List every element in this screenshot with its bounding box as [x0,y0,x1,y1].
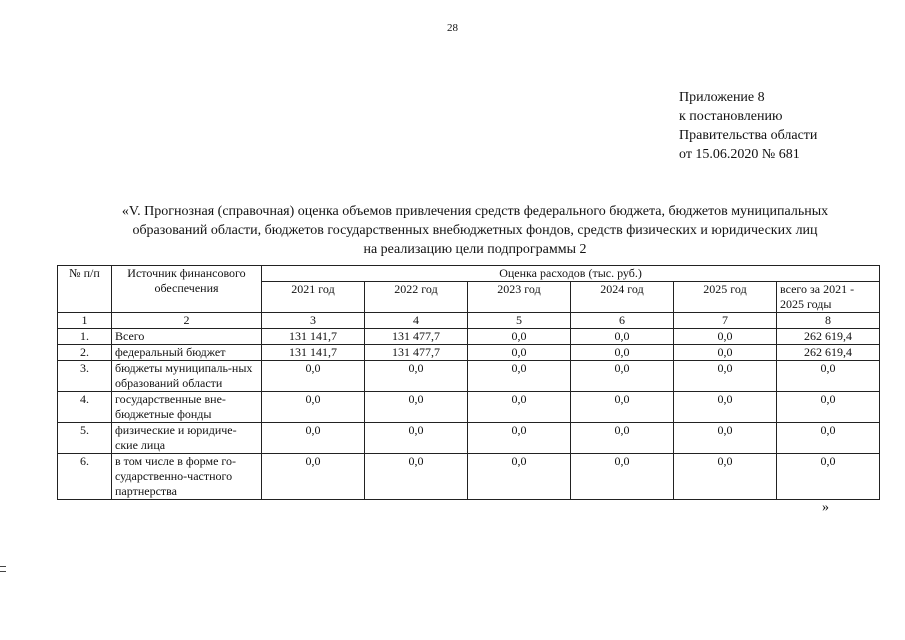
row-value: 0,0 [571,423,674,454]
row-num: 6. [58,454,112,500]
appendix-line: к постановлению [679,109,783,124]
header-year: 2021 год [262,282,365,313]
column-number: 6 [571,313,674,329]
row-value: 0,0 [262,392,365,423]
row-value: 0,0 [365,361,468,392]
scan-artifact [0,566,6,572]
appendix-line: от 15.06.2020 № 681 [679,147,800,162]
column-number: 3 [262,313,365,329]
row-source: в том числе в форме го-сударственно-частного партнерства [112,454,262,500]
section-heading [60,202,890,259]
row-value: 0,0 [468,423,571,454]
row-value: 0,0 [468,361,571,392]
table-row [58,392,880,423]
row-value: 0,0 [262,423,365,454]
row-value: 0,0 [571,392,674,423]
column-number-row [58,313,880,329]
header-year: 2022 год [365,282,468,313]
row-value: 0,0 [674,392,777,423]
heading-line: на реализацию цели подпрограммы 2 [363,242,587,257]
appendix-line: Приложение 8 [679,90,765,105]
heading-line: «V. Прогнозная (справочная) оценка объемов привлечения средств федерального бюджета, бюджетов муниципальных [121,204,829,219]
header-year: 2023 год [468,282,571,313]
table-row [58,345,880,361]
header-source: Источник финансового обеспечения [112,266,262,313]
appendix-line: Правительства области [679,128,818,143]
closing-quote: » [822,500,829,515]
row-value: 0,0 [468,329,571,345]
row-value: 0,0 [365,423,468,454]
row-value: 0,0 [571,361,674,392]
column-number: 5 [468,313,571,329]
row-source: физические и юридиче-ские лица [112,423,262,454]
column-number: 4 [365,313,468,329]
appendix-block [679,88,817,164]
row-source: государственные вне-бюджетные фонды [112,392,262,423]
row-value: 0,0 [674,345,777,361]
row-value: 0,0 [674,454,777,500]
row-value: 262 619,4 [777,345,880,361]
header-year: 2024 год [571,282,674,313]
row-source: бюджеты муниципаль-ных образований области [112,361,262,392]
row-value: 0,0 [777,454,880,500]
column-number: 7 [674,313,777,329]
row-value: 0,0 [674,329,777,345]
table-row [58,361,880,392]
row-num: 4. [58,392,112,423]
financing-table [57,265,880,500]
row-value: 0,0 [468,454,571,500]
row-value: 262 619,4 [777,329,880,345]
row-value: 131 141,7 [262,345,365,361]
row-value: 131 477,7 [365,329,468,345]
row-value: 0,0 [468,392,571,423]
row-value: 0,0 [777,392,880,423]
row-value: 131 477,7 [365,345,468,361]
row-value: 0,0 [571,329,674,345]
header-total: всего за 2021 - 2025 годы [777,282,880,313]
row-value: 0,0 [674,361,777,392]
row-num: 3. [58,361,112,392]
row-value: 0,0 [674,423,777,454]
row-num: 5. [58,423,112,454]
row-value: 0,0 [365,392,468,423]
table-row [58,329,880,345]
row-value: 0,0 [571,345,674,361]
column-number: 2 [112,313,262,329]
header-num: № п/п [58,266,112,313]
header-year: 2025 год [674,282,777,313]
row-value: 0,0 [262,361,365,392]
row-num: 1. [58,329,112,345]
row-value: 131 141,7 [262,329,365,345]
column-number: 8 [777,313,880,329]
heading-line: образований области, бюджетов государственных внебюджетных фондов, средств физических и юридических лиц [132,223,818,238]
row-num: 2. [58,345,112,361]
table-row [58,454,880,500]
page-number: 28 [447,22,458,34]
row-value: 0,0 [262,454,365,500]
row-source: федеральный бюджет [112,345,262,361]
row-value: 0,0 [571,454,674,500]
table-row [58,423,880,454]
header-row [58,266,880,282]
row-source: Всего [112,329,262,345]
row-value: 0,0 [365,454,468,500]
header-estimate: Оценка расходов (тыс. руб.) [262,266,880,282]
column-number: 1 [58,313,112,329]
row-value: 0,0 [777,361,880,392]
row-value: 0,0 [468,345,571,361]
row-value: 0,0 [777,423,880,454]
